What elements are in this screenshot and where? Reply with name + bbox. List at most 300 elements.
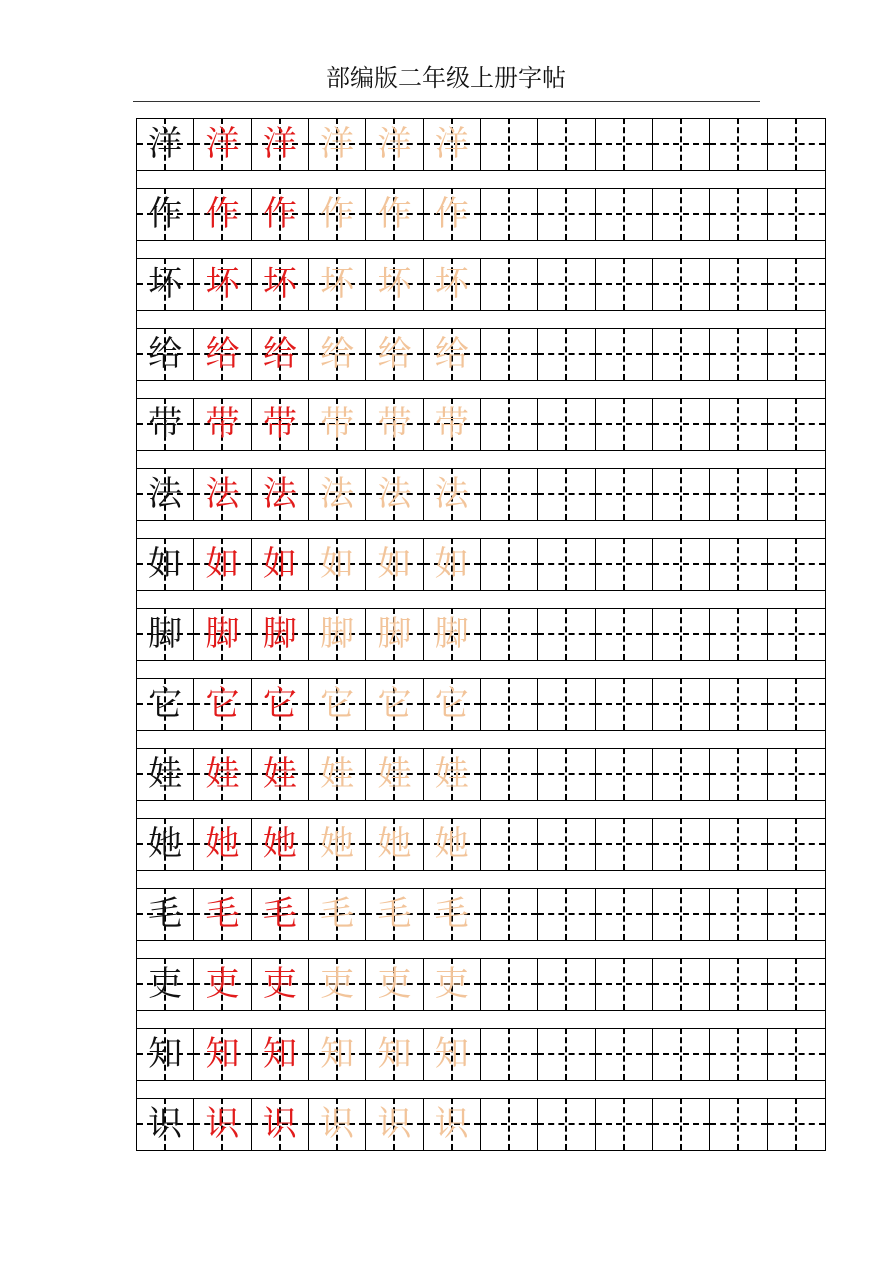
- empty-practice-cell: [481, 1098, 538, 1150]
- trace-light-cell: [424, 188, 481, 240]
- character-glyph: 识: [262, 1104, 297, 1144]
- character-glyph: 知: [205, 1034, 240, 1074]
- empty-practice-cell: [710, 328, 767, 380]
- empty-practice-cell: [538, 888, 595, 940]
- model-character-cell: [137, 818, 194, 870]
- character-glyph: 脚: [262, 614, 297, 654]
- character-glyph: 吏: [377, 964, 412, 1004]
- character-glyph: 它: [320, 684, 355, 724]
- empty-practice-cell: [596, 888, 653, 940]
- trace-dark-cell: [194, 188, 251, 240]
- empty-practice-cell: [596, 538, 653, 590]
- character-glyph: 如: [148, 544, 183, 584]
- empty-practice-cell: [596, 118, 653, 170]
- character-glyph: 给: [320, 334, 355, 374]
- empty-practice-cell: [538, 398, 595, 450]
- empty-practice-cell: [538, 468, 595, 520]
- model-character-cell: [137, 398, 194, 450]
- trace-light-cell: [424, 888, 481, 940]
- empty-practice-cell: [710, 888, 767, 940]
- character-glyph: 娃: [148, 754, 183, 794]
- trace-light-cell: [424, 818, 481, 870]
- character-glyph: 娃: [205, 754, 240, 794]
- character-glyph: 给: [434, 334, 469, 374]
- character-glyph: 吏: [205, 964, 240, 1004]
- empty-practice-cell: [653, 818, 710, 870]
- empty-practice-cell: [653, 748, 710, 800]
- empty-practice-cell: [710, 748, 767, 800]
- empty-practice-cell: [653, 188, 710, 240]
- empty-practice-cell: [481, 328, 538, 380]
- empty-practice-cell: [653, 1098, 710, 1150]
- model-character-cell: [137, 1028, 194, 1080]
- empty-practice-cell: [653, 328, 710, 380]
- empty-practice-cell: [653, 538, 710, 590]
- trace-light-cell: [309, 818, 366, 870]
- character-glyph: 如: [262, 544, 297, 584]
- empty-practice-cell: [596, 608, 653, 660]
- character-glyph: 她: [320, 824, 355, 864]
- trace-dark-cell: [194, 398, 251, 450]
- character-glyph: 毛: [377, 894, 412, 934]
- row-cells: [137, 258, 825, 310]
- trace-light-cell: [309, 748, 366, 800]
- trace-light-cell: [424, 1028, 481, 1080]
- row-cells: [137, 538, 825, 590]
- empty-practice-cell: [481, 1028, 538, 1080]
- trace-dark-cell: [194, 888, 251, 940]
- character-glyph: 带: [205, 404, 240, 444]
- empty-practice-cell: [481, 118, 538, 170]
- trace-dark-cell: [194, 258, 251, 310]
- character-glyph: 作: [320, 194, 355, 234]
- character-glyph: 法: [320, 474, 355, 514]
- trace-dark-cell: [194, 608, 251, 660]
- trace-light-cell: [424, 678, 481, 730]
- empty-practice-cell: [481, 538, 538, 590]
- model-character-cell: [137, 888, 194, 940]
- model-character-cell: [137, 958, 194, 1010]
- empty-practice-cell: [538, 748, 595, 800]
- trace-dark-cell: [194, 818, 251, 870]
- trace-light-cell: [309, 468, 366, 520]
- character-glyph: 法: [262, 474, 297, 514]
- empty-practice-cell: [596, 1098, 653, 1150]
- character-glyph: 给: [377, 334, 412, 374]
- character-glyph: 她: [262, 824, 297, 864]
- trace-light-cell: [366, 958, 423, 1010]
- practice-grid: [136, 118, 826, 1151]
- trace-dark-cell: [252, 1098, 309, 1150]
- empty-practice-cell: [710, 468, 767, 520]
- trace-dark-cell: [252, 398, 309, 450]
- empty-practice-cell: [481, 608, 538, 660]
- empty-practice-cell: [596, 748, 653, 800]
- empty-practice-cell: [538, 258, 595, 310]
- character-glyph: 娃: [434, 754, 469, 794]
- empty-practice-cell: [481, 258, 538, 310]
- trace-dark-cell: [194, 678, 251, 730]
- trace-light-cell: [424, 748, 481, 800]
- trace-light-cell: [424, 328, 481, 380]
- title-divider: [133, 101, 760, 102]
- character-glyph: 如: [377, 544, 412, 584]
- row-cells: [137, 678, 825, 730]
- empty-practice-cell: [768, 818, 825, 870]
- character-glyph: 脚: [148, 614, 183, 654]
- empty-practice-cell: [481, 678, 538, 730]
- trace-light-cell: [424, 1098, 481, 1150]
- trace-light-cell: [309, 1028, 366, 1080]
- empty-practice-cell: [768, 538, 825, 590]
- page-title: 部编版二年级上册字帖: [326, 64, 566, 92]
- trace-light-cell: [366, 1028, 423, 1080]
- character-glyph: 毛: [205, 894, 240, 934]
- empty-practice-cell: [768, 678, 825, 730]
- trace-dark-cell: [252, 188, 309, 240]
- character-glyph: 脚: [377, 614, 412, 654]
- empty-practice-cell: [768, 608, 825, 660]
- trace-light-cell: [366, 1098, 423, 1150]
- character-glyph: 坏: [320, 264, 355, 304]
- practice-row: [136, 328, 826, 398]
- character-glyph: 法: [377, 474, 412, 514]
- empty-practice-cell: [481, 468, 538, 520]
- empty-practice-cell: [710, 958, 767, 1010]
- trace-dark-cell: [252, 678, 309, 730]
- character-glyph: 洋: [434, 124, 469, 164]
- character-glyph: 洋: [148, 124, 183, 164]
- trace-dark-cell: [194, 328, 251, 380]
- empty-practice-cell: [596, 468, 653, 520]
- practice-row: [136, 958, 826, 1028]
- empty-practice-cell: [768, 958, 825, 1010]
- empty-practice-cell: [596, 1028, 653, 1080]
- empty-practice-cell: [768, 888, 825, 940]
- empty-practice-cell: [768, 398, 825, 450]
- character-glyph: 它: [205, 684, 240, 724]
- trace-dark-cell: [194, 748, 251, 800]
- empty-practice-cell: [710, 1028, 767, 1080]
- character-glyph: 作: [377, 194, 412, 234]
- row-cells: [137, 608, 825, 660]
- empty-practice-cell: [710, 118, 767, 170]
- empty-practice-cell: [653, 1028, 710, 1080]
- trace-light-cell: [366, 608, 423, 660]
- trace-light-cell: [366, 188, 423, 240]
- empty-practice-cell: [538, 678, 595, 730]
- empty-practice-cell: [710, 538, 767, 590]
- trace-light-cell: [424, 258, 481, 310]
- trace-light-cell: [366, 538, 423, 590]
- model-character-cell: [137, 258, 194, 310]
- character-glyph: 坏: [262, 264, 297, 304]
- model-character-cell: [137, 188, 194, 240]
- row-cells: [137, 398, 825, 450]
- character-glyph: 坏: [377, 264, 412, 304]
- character-glyph: 它: [434, 684, 469, 724]
- trace-light-cell: [309, 958, 366, 1010]
- character-glyph: 毛: [148, 894, 183, 934]
- character-glyph: 娃: [377, 754, 412, 794]
- character-glyph: 带: [148, 404, 183, 444]
- empty-practice-cell: [710, 608, 767, 660]
- character-glyph: 如: [205, 544, 240, 584]
- empty-practice-cell: [538, 188, 595, 240]
- trace-light-cell: [309, 398, 366, 450]
- character-glyph: 知: [148, 1034, 183, 1074]
- trace-dark-cell: [194, 1028, 251, 1080]
- empty-practice-cell: [596, 188, 653, 240]
- trace-light-cell: [366, 468, 423, 520]
- trace-light-cell: [309, 188, 366, 240]
- character-glyph: 吏: [262, 964, 297, 1004]
- practice-row: [136, 1098, 826, 1151]
- trace-dark-cell: [194, 958, 251, 1010]
- empty-practice-cell: [481, 748, 538, 800]
- character-glyph: 识: [320, 1104, 355, 1144]
- character-glyph: 知: [377, 1034, 412, 1074]
- character-glyph: 她: [434, 824, 469, 864]
- row-cells: [137, 958, 825, 1010]
- character-glyph: 她: [148, 824, 183, 864]
- character-glyph: 知: [320, 1034, 355, 1074]
- model-character-cell: [137, 328, 194, 380]
- character-glyph: 娃: [320, 754, 355, 794]
- empty-practice-cell: [653, 888, 710, 940]
- trace-light-cell: [309, 1098, 366, 1150]
- empty-practice-cell: [768, 118, 825, 170]
- empty-practice-cell: [538, 608, 595, 660]
- trace-light-cell: [366, 748, 423, 800]
- row-cells: [137, 1098, 825, 1150]
- trace-light-cell: [309, 328, 366, 380]
- character-glyph: 给: [148, 334, 183, 374]
- character-glyph: 吏: [434, 964, 469, 1004]
- character-glyph: 识: [434, 1104, 469, 1144]
- model-character-cell: [137, 748, 194, 800]
- character-glyph: 作: [148, 194, 183, 234]
- character-glyph: 法: [434, 474, 469, 514]
- trace-light-cell: [366, 818, 423, 870]
- trace-dark-cell: [252, 328, 309, 380]
- empty-practice-cell: [768, 468, 825, 520]
- character-glyph: 如: [320, 544, 355, 584]
- empty-practice-cell: [768, 1028, 825, 1080]
- character-glyph: 它: [148, 684, 183, 724]
- character-glyph: 坏: [148, 264, 183, 304]
- empty-practice-cell: [481, 188, 538, 240]
- empty-practice-cell: [710, 188, 767, 240]
- practice-row: [136, 188, 826, 258]
- model-character-cell: [137, 538, 194, 590]
- row-cells: [137, 328, 825, 380]
- empty-practice-cell: [481, 818, 538, 870]
- character-glyph: 作: [434, 194, 469, 234]
- trace-light-cell: [366, 328, 423, 380]
- empty-practice-cell: [538, 538, 595, 590]
- empty-practice-cell: [768, 1098, 825, 1150]
- trace-light-cell: [309, 258, 366, 310]
- empty-practice-cell: [538, 118, 595, 170]
- empty-practice-cell: [596, 958, 653, 1010]
- trace-dark-cell: [252, 258, 309, 310]
- practice-row: [136, 888, 826, 958]
- trace-dark-cell: [252, 748, 309, 800]
- character-glyph: 带: [262, 404, 297, 444]
- character-glyph: 她: [377, 824, 412, 864]
- trace-light-cell: [309, 538, 366, 590]
- empty-practice-cell: [710, 818, 767, 870]
- character-glyph: 识: [148, 1104, 183, 1144]
- row-cells: [137, 188, 825, 240]
- empty-practice-cell: [710, 1098, 767, 1150]
- row-cells: [137, 1028, 825, 1080]
- empty-practice-cell: [596, 258, 653, 310]
- practice-row: [136, 608, 826, 678]
- trace-light-cell: [366, 118, 423, 170]
- row-cells: [137, 818, 825, 870]
- character-glyph: 识: [377, 1104, 412, 1144]
- character-glyph: 脚: [205, 614, 240, 654]
- character-glyph: 洋: [320, 124, 355, 164]
- trace-light-cell: [309, 118, 366, 170]
- trace-dark-cell: [252, 608, 309, 660]
- character-glyph: 毛: [434, 894, 469, 934]
- practice-row: [136, 818, 826, 888]
- trace-dark-cell: [252, 958, 309, 1010]
- row-cells: [137, 748, 825, 800]
- empty-practice-cell: [538, 1098, 595, 1150]
- empty-practice-cell: [653, 608, 710, 660]
- trace-dark-cell: [194, 1098, 251, 1150]
- model-character-cell: [137, 468, 194, 520]
- empty-practice-cell: [538, 958, 595, 1010]
- trace-light-cell: [366, 398, 423, 450]
- character-glyph: 带: [377, 404, 412, 444]
- trace-light-cell: [424, 398, 481, 450]
- empty-practice-cell: [768, 328, 825, 380]
- character-glyph: 如: [434, 544, 469, 584]
- empty-practice-cell: [653, 118, 710, 170]
- character-glyph: 它: [377, 684, 412, 724]
- row-cells: [137, 888, 825, 940]
- character-glyph: 娃: [262, 754, 297, 794]
- trace-light-cell: [424, 538, 481, 590]
- empty-practice-cell: [710, 258, 767, 310]
- character-glyph: 洋: [262, 124, 297, 164]
- trace-dark-cell: [252, 538, 309, 590]
- character-glyph: 洋: [377, 124, 412, 164]
- empty-practice-cell: [481, 398, 538, 450]
- model-character-cell: [137, 608, 194, 660]
- empty-practice-cell: [653, 468, 710, 520]
- character-glyph: 脚: [320, 614, 355, 654]
- character-glyph: 它: [262, 684, 297, 724]
- empty-practice-cell: [538, 328, 595, 380]
- character-glyph: 脚: [434, 614, 469, 654]
- empty-practice-cell: [653, 678, 710, 730]
- trace-dark-cell: [252, 1028, 309, 1080]
- trace-light-cell: [366, 258, 423, 310]
- empty-practice-cell: [768, 188, 825, 240]
- character-glyph: 洋: [205, 124, 240, 164]
- practice-row: [136, 538, 826, 608]
- empty-practice-cell: [538, 1028, 595, 1080]
- character-glyph: 吏: [148, 964, 183, 1004]
- trace-dark-cell: [252, 818, 309, 870]
- trace-light-cell: [424, 608, 481, 660]
- practice-row: [136, 748, 826, 818]
- trace-dark-cell: [194, 538, 251, 590]
- character-glyph: 法: [148, 474, 183, 514]
- practice-row: [136, 118, 826, 188]
- empty-practice-cell: [653, 958, 710, 1010]
- empty-practice-cell: [596, 328, 653, 380]
- character-glyph: 毛: [320, 894, 355, 934]
- character-glyph: 吏: [320, 964, 355, 1004]
- trace-dark-cell: [252, 468, 309, 520]
- row-cells: [137, 468, 825, 520]
- character-glyph: 作: [262, 194, 297, 234]
- empty-practice-cell: [768, 258, 825, 310]
- character-glyph: 给: [205, 334, 240, 374]
- trace-dark-cell: [194, 118, 251, 170]
- practice-row: [136, 1028, 826, 1098]
- character-glyph: 带: [320, 404, 355, 444]
- character-glyph: 识: [205, 1104, 240, 1144]
- empty-practice-cell: [596, 398, 653, 450]
- empty-practice-cell: [596, 678, 653, 730]
- row-cells: [137, 118, 825, 170]
- empty-practice-cell: [768, 748, 825, 800]
- practice-row: [136, 678, 826, 748]
- model-character-cell: [137, 118, 194, 170]
- empty-practice-cell: [710, 678, 767, 730]
- trace-light-cell: [366, 678, 423, 730]
- empty-practice-cell: [481, 958, 538, 1010]
- trace-light-cell: [309, 888, 366, 940]
- empty-practice-cell: [653, 258, 710, 310]
- trace-dark-cell: [252, 888, 309, 940]
- character-glyph: 毛: [262, 894, 297, 934]
- trace-light-cell: [424, 958, 481, 1010]
- character-glyph: 知: [262, 1034, 297, 1074]
- trace-dark-cell: [194, 468, 251, 520]
- character-glyph: 带: [434, 404, 469, 444]
- trace-dark-cell: [252, 118, 309, 170]
- trace-light-cell: [309, 608, 366, 660]
- trace-light-cell: [424, 468, 481, 520]
- character-glyph: 法: [205, 474, 240, 514]
- character-glyph: 坏: [434, 264, 469, 304]
- practice-row: [136, 258, 826, 328]
- practice-row: [136, 468, 826, 538]
- character-glyph: 作: [205, 194, 240, 234]
- character-glyph: 知: [434, 1034, 469, 1074]
- trace-light-cell: [366, 888, 423, 940]
- practice-row: [136, 398, 826, 468]
- trace-light-cell: [424, 118, 481, 170]
- model-character-cell: [137, 1098, 194, 1150]
- empty-practice-cell: [653, 398, 710, 450]
- trace-light-cell: [309, 678, 366, 730]
- empty-practice-cell: [596, 818, 653, 870]
- empty-practice-cell: [481, 888, 538, 940]
- empty-practice-cell: [710, 398, 767, 450]
- character-glyph: 给: [262, 334, 297, 374]
- model-character-cell: [137, 678, 194, 730]
